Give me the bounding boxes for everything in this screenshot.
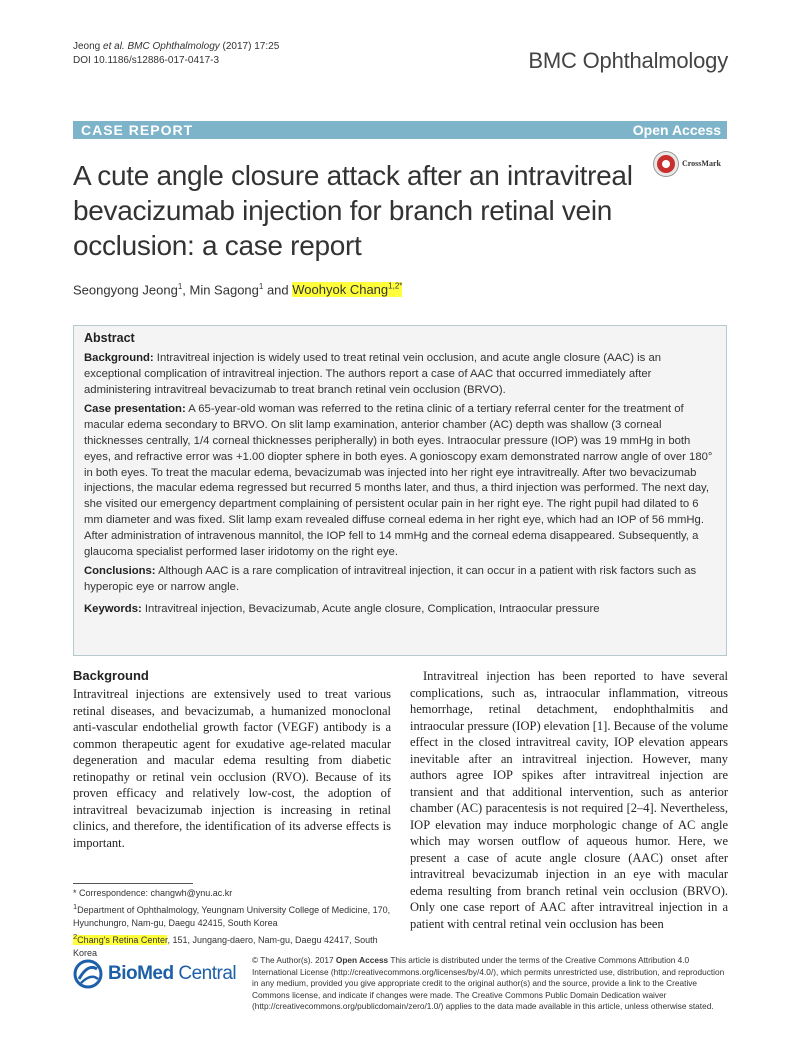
biomed-central-logo-icon	[73, 959, 103, 989]
affiliation-name: Chang's Retina Center	[77, 935, 168, 945]
abstract-case-presentation	[84, 402, 716, 560]
abstract-conclusions	[84, 564, 716, 596]
highlighted-affiliation	[73, 932, 168, 945]
citation-etal: et al.	[103, 41, 125, 52]
author-name[interactable]: Min Sagong	[189, 282, 259, 298]
keywords-label: Keywords:	[84, 602, 142, 615]
body-paragraph: Intravitreal injections are extensively used to treat various retinal diseases, and bevacizumab, a humanized monoclonal anti-vascular endothelial growth factor (VEGF) antibody is a common therapeutic agent for exudative age-related macular degeneration and macular edema resulting from diabetic retinopathy or retinal vein occlusion (RVO). Because of its proven efficacy and relatively low-cost, the adoption of intravitreal bevacizumab injection is increasing in retinal clinics, and therefore, the identification of its adverse effects is important.	[73, 687, 391, 850]
author-separator: and	[263, 282, 293, 298]
citation-authors: Jeong	[73, 41, 104, 52]
biomed-central-logo[interactable]	[73, 957, 237, 993]
correspondence-note: * Correspondence: changwh@ynu.ac.kr	[73, 888, 233, 898]
article-title: A cute angle closure attack after an intravitreal bevacizumab injection for branch retinal vein occlusion: a case report	[73, 160, 633, 261]
corresponding-author-name[interactable]	[292, 282, 402, 297]
body-paragraph: Intravitreal injection has been reported to have several complications, such as, intraocular inflammation, vitreous hemorrhage, retinal detachment, endophthalmitis and intraocular pressure (IOP) elevation [1]. Because of the volume effect in the closed intravitreal cavity, IOP elevation appears inevitable after an intravitreal injection. However, many authors agree IOP spikes after intravitreal injection are transient and that additional intervention, such as anterior chamber (AC) paracentesis is not required [2–4]. Nevertheless, IOP elevation may induce morphologic change of AC angle which may worsen outflow of aqueous humor. Here, we present a case of acute angle closure (AAC) onset after intravitreal bevacizumab injection in an eye with macular edema resulting from branch retinal vein occlusion (BRVO). Only one case report of AAC after intravitreal injection in a patient with central retinal vein occlusion has been	[410, 669, 728, 931]
author-separator: ,	[182, 282, 190, 298]
affiliation-sup: 2	[73, 932, 78, 941]
body-column-left	[73, 668, 391, 851]
abstract-conclusions-label: Conclusions:	[84, 565, 156, 578]
crossmark-badge[interactable]	[654, 152, 729, 182]
author-name[interactable]: Seongyong Jeong	[73, 282, 178, 298]
abstract-case-label: Case presentation:	[84, 403, 186, 416]
author-list	[73, 282, 402, 297]
license-prefix: © The Author(s). 2017	[252, 955, 336, 965]
abstract-conclusions-text: Although AAC is a rare complication of intravitreal injection, it can occur in a patient with risk factors such as hyperopic eye or narrow angle.	[84, 565, 697, 594]
abstract-background-text: Intravitreal injection is widely used to treat retinal vein occlusion, and acute angle closure (AAC) is an exceptional complication of intravitreal injection. The authors report a case of AAC that occurred immediately after administering intravitreal bevacizumab to treat branch retinal vein occlusion (BRVO).	[84, 352, 662, 396]
doi[interactable]: DOI 10.1186/s12886-017-0417-3	[73, 55, 220, 66]
citation-header	[73, 40, 279, 68]
open-access-label: Open Access	[632, 122, 721, 138]
footnotes	[73, 887, 391, 960]
author-name: Woohyok Chang	[292, 282, 389, 298]
biomed-central-logo-text: BioMed Central	[108, 963, 237, 984]
abstract-keywords	[84, 602, 716, 618]
footnote-divider	[73, 883, 193, 884]
journal-name: BMC Ophthalmology	[528, 48, 728, 73]
affiliation-text: Department of Ophthalmology, Yeungnam University College of Medicine, 170, Hyunchungro, Nam-gu, Daegu 42415, South Korea	[73, 905, 391, 928]
abstract-background-label: Background:	[84, 352, 154, 364]
article-type-label: CASE REPORT	[81, 122, 194, 138]
author-affil-sup: 1,2*	[388, 282, 403, 291]
crossmark-label: CrossMark	[682, 159, 721, 168]
citation-line	[73, 40, 279, 54]
keywords-text: Intravitreal injection, Bevacizumab, Acute angle closure, Complication, Intraocular pressure	[141, 602, 600, 615]
crossmark-icon	[654, 152, 678, 176]
section-heading-background: Background	[73, 668, 149, 683]
license-statement	[252, 955, 728, 1013]
author-affil-sup: 1	[258, 282, 264, 291]
abstract-background	[84, 351, 716, 398]
abstract-heading: Abstract	[84, 331, 135, 345]
abstract-case-text: A 65-year-old woman was referred to the retina clinic of a tertiary referral center for the treatment of macular edema secondary to BRVO. On slit lamp examination, anterior chamber (AC) depth was shallow (3 corneal thicknesses centrally, 1/4 corneal thicknesses peripherally) in both eyes. Intraocular pressure (IOP) was 19 mmHg in both eyes, and refractive error was +1.00 diopter sphere in both eyes. A gonioscopy exam demonstrated narrow angle of over 180° in both eyes. To treat the macular edema, bevacizumab was injected into her right eye intravitreally. After two bevacizumab injections, the macular edema regressed but recurred 5 months later, and thus, a third injection was performed. The next day, she visited our emergency department complaining of persistent ocular pain in her right eye. The right pupil had dilated to 6 mm diameter and was fixed. Slit lamp exam revealed diffuse corneal edema in her right eye, which had an IOP of 56 mmHg. After administration of intravenous mannitol, the IOP fell to 14 mmHg and the corneal edema disappeared. Subsequently, a glaucoma specialist performed laser iridotomy on the right eye.	[84, 403, 713, 558]
license-text: This article is distributed under the terms of the Creative Commons Attribution 4.0 International License (http://creativecommons.org/licenses/by/4.0/), which permits unrestricted use, distribution, and reproduction in any medium, provided you give appropriate credit to the original author(s) and the source, provide a link to the Creative Commons license, and indicate if changes were made. The Creative Commons Public Domain Dedication waiver (http://creativecommons.org/publicdomain/zero/1.0/) applies to the data made available in this article, unless otherwise stated.	[252, 955, 725, 1011]
citation-journal: BMC Ophthalmology	[124, 41, 220, 52]
citation-year-vol: (2017) 17:25	[219, 41, 280, 52]
article-type-banner	[73, 121, 727, 139]
affiliation-sup: 1	[73, 902, 78, 911]
abstract-box	[73, 325, 727, 656]
license-open-access: Open Access	[335, 955, 389, 965]
affiliation-1	[73, 900, 391, 930]
affiliation-text: , 151, Jungang-daero, Nam-gu, Daegu 42417, South Korea	[73, 935, 378, 958]
body-column-right	[410, 668, 728, 932]
author-affil-sup: 1	[177, 282, 183, 291]
